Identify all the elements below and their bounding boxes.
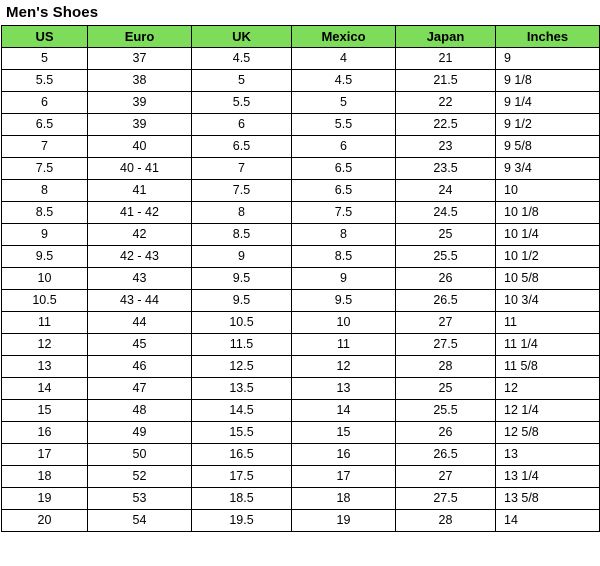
table-row <box>2 356 600 378</box>
cell-inches: 11 5/8 <box>496 356 600 378</box>
cell-uk: 8 <box>192 202 292 224</box>
table-row <box>2 378 600 400</box>
cell-japan: 27.5 <box>396 334 496 356</box>
cell-inches: 13 5/8 <box>496 488 600 510</box>
cell-uk: 6 <box>192 114 292 136</box>
column-header-uk: UK <box>192 26 292 48</box>
cell-uk: 9.5 <box>192 268 292 290</box>
cell-uk: 5.5 <box>192 92 292 114</box>
cell-euro: 37 <box>88 48 192 70</box>
table-row <box>2 70 600 92</box>
cell-japan: 28 <box>396 510 496 532</box>
cell-japan: 24.5 <box>396 202 496 224</box>
cell-euro: 45 <box>88 334 192 356</box>
table-row <box>2 334 600 356</box>
cell-mexico: 6 <box>292 136 396 158</box>
cell-us: 10 <box>2 268 88 290</box>
table-row <box>2 246 600 268</box>
page-title: Men's Shoes <box>6 4 99 21</box>
cell-inches: 13 1/4 <box>496 466 600 488</box>
column-header-mexico: Mexico <box>292 26 396 48</box>
cell-inches: 13 <box>496 444 600 466</box>
cell-mexico: 19 <box>292 510 396 532</box>
cell-euro: 41 - 42 <box>88 202 192 224</box>
cell-us: 16 <box>2 422 88 444</box>
cell-us: 9 <box>2 224 88 246</box>
cell-inches: 10 3/4 <box>496 290 600 312</box>
cell-inches: 10 1/2 <box>496 246 600 268</box>
cell-inches: 11 <box>496 312 600 334</box>
cell-inches: 10 1/8 <box>496 202 600 224</box>
cell-mexico: 8 <box>292 224 396 246</box>
cell-euro: 41 <box>88 180 192 202</box>
cell-us: 10.5 <box>2 290 88 312</box>
table-row <box>2 510 600 532</box>
cell-euro: 42 - 43 <box>88 246 192 268</box>
cell-euro: 39 <box>88 92 192 114</box>
cell-mexico: 9 <box>292 268 396 290</box>
cell-uk: 8.5 <box>192 224 292 246</box>
cell-uk: 15.5 <box>192 422 292 444</box>
cell-us: 5.5 <box>2 70 88 92</box>
cell-mexico: 11 <box>292 334 396 356</box>
cell-mexico: 12 <box>292 356 396 378</box>
cell-inches: 14 <box>496 510 600 532</box>
table-row <box>2 400 600 422</box>
cell-inches: 9 1/8 <box>496 70 600 92</box>
cell-japan: 28 <box>396 356 496 378</box>
column-header-inches: Inches <box>496 26 600 48</box>
cell-mexico: 5 <box>292 92 396 114</box>
cell-japan: 26 <box>396 268 496 290</box>
cell-mexico: 5.5 <box>292 114 396 136</box>
cell-japan: 26.5 <box>396 444 496 466</box>
cell-us: 8.5 <box>2 202 88 224</box>
cell-japan: 26.5 <box>396 290 496 312</box>
table-row <box>2 136 600 158</box>
table-row <box>2 114 600 136</box>
cell-us: 6.5 <box>2 114 88 136</box>
cell-mexico: 15 <box>292 422 396 444</box>
table-row <box>2 92 600 114</box>
cell-us: 20 <box>2 510 88 532</box>
cell-us: 9.5 <box>2 246 88 268</box>
cell-uk: 16.5 <box>192 444 292 466</box>
cell-mexico: 10 <box>292 312 396 334</box>
cell-japan: 22 <box>396 92 496 114</box>
cell-uk: 5 <box>192 70 292 92</box>
cell-japan: 27 <box>396 312 496 334</box>
table-row <box>2 158 600 180</box>
table-row <box>2 466 600 488</box>
cell-us: 5 <box>2 48 88 70</box>
cell-mexico: 14 <box>292 400 396 422</box>
cell-us: 11 <box>2 312 88 334</box>
cell-japan: 27.5 <box>396 488 496 510</box>
cell-mexico: 18 <box>292 488 396 510</box>
cell-euro: 40 - 41 <box>88 158 192 180</box>
cell-japan: 25 <box>396 378 496 400</box>
cell-uk: 18.5 <box>192 488 292 510</box>
table-row <box>2 268 600 290</box>
cell-uk: 9.5 <box>192 290 292 312</box>
cell-mexico: 4.5 <box>292 70 396 92</box>
cell-us: 12 <box>2 334 88 356</box>
cell-japan: 25.5 <box>396 400 496 422</box>
cell-uk: 13.5 <box>192 378 292 400</box>
cell-inches: 9 1/4 <box>496 92 600 114</box>
cell-inches: 9 1/2 <box>496 114 600 136</box>
cell-mexico: 13 <box>292 378 396 400</box>
cell-uk: 11.5 <box>192 334 292 356</box>
cell-us: 7.5 <box>2 158 88 180</box>
cell-japan: 26 <box>396 422 496 444</box>
cell-euro: 52 <box>88 466 192 488</box>
cell-us: 7 <box>2 136 88 158</box>
cell-mexico: 9.5 <box>292 290 396 312</box>
cell-us: 15 <box>2 400 88 422</box>
cell-uk: 7 <box>192 158 292 180</box>
table-row <box>2 444 600 466</box>
cell-uk: 12.5 <box>192 356 292 378</box>
cell-mexico: 16 <box>292 444 396 466</box>
cell-japan: 22.5 <box>396 114 496 136</box>
cell-inches: 12 <box>496 378 600 400</box>
table-row <box>2 202 600 224</box>
cell-us: 18 <box>2 466 88 488</box>
cell-us: 17 <box>2 444 88 466</box>
cell-us: 6 <box>2 92 88 114</box>
table-row <box>2 422 600 444</box>
cell-inches: 10 1/4 <box>496 224 600 246</box>
cell-inches: 12 5/8 <box>496 422 600 444</box>
table-header-row <box>2 26 600 48</box>
cell-japan: 21.5 <box>396 70 496 92</box>
cell-inches: 9 <box>496 48 600 70</box>
cell-mexico: 8.5 <box>292 246 396 268</box>
column-header-euro: Euro <box>88 26 192 48</box>
cell-euro: 44 <box>88 312 192 334</box>
cell-euro: 38 <box>88 70 192 92</box>
cell-japan: 25 <box>396 224 496 246</box>
cell-euro: 39 <box>88 114 192 136</box>
shoe-size-table <box>1 25 600 532</box>
table-row <box>2 488 600 510</box>
cell-japan: 21 <box>396 48 496 70</box>
cell-uk: 6.5 <box>192 136 292 158</box>
cell-inches: 9 5/8 <box>496 136 600 158</box>
cell-inches: 11 1/4 <box>496 334 600 356</box>
cell-euro: 42 <box>88 224 192 246</box>
cell-euro: 48 <box>88 400 192 422</box>
table-row <box>2 312 600 334</box>
cell-mexico: 7.5 <box>292 202 396 224</box>
cell-mexico: 6.5 <box>292 158 396 180</box>
cell-us: 8 <box>2 180 88 202</box>
table-header <box>2 26 600 48</box>
cell-us: 14 <box>2 378 88 400</box>
cell-euro: 46 <box>88 356 192 378</box>
cell-us: 19 <box>2 488 88 510</box>
cell-japan: 23 <box>396 136 496 158</box>
cell-japan: 25.5 <box>396 246 496 268</box>
table-row <box>2 290 600 312</box>
cell-uk: 17.5 <box>192 466 292 488</box>
cell-mexico: 17 <box>292 466 396 488</box>
table-body <box>2 48 600 532</box>
cell-uk: 14.5 <box>192 400 292 422</box>
cell-euro: 40 <box>88 136 192 158</box>
cell-euro: 54 <box>88 510 192 532</box>
cell-us: 13 <box>2 356 88 378</box>
cell-euro: 53 <box>88 488 192 510</box>
cell-uk: 7.5 <box>192 180 292 202</box>
column-header-japan: Japan <box>396 26 496 48</box>
cell-inches: 12 1/4 <box>496 400 600 422</box>
cell-euro: 43 <box>88 268 192 290</box>
cell-euro: 49 <box>88 422 192 444</box>
cell-mexico: 6.5 <box>292 180 396 202</box>
cell-uk: 19.5 <box>192 510 292 532</box>
cell-euro: 47 <box>88 378 192 400</box>
cell-japan: 27 <box>396 466 496 488</box>
cell-euro: 43 - 44 <box>88 290 192 312</box>
cell-inches: 10 <box>496 180 600 202</box>
cell-inches: 9 3/4 <box>496 158 600 180</box>
cell-inches: 10 5/8 <box>496 268 600 290</box>
cell-mexico: 4 <box>292 48 396 70</box>
cell-japan: 24 <box>396 180 496 202</box>
cell-uk: 9 <box>192 246 292 268</box>
table-row <box>2 48 600 70</box>
cell-uk: 4.5 <box>192 48 292 70</box>
cell-uk: 10.5 <box>192 312 292 334</box>
column-header-us: US <box>2 26 88 48</box>
cell-euro: 50 <box>88 444 192 466</box>
table-row <box>2 180 600 202</box>
table-row <box>2 224 600 246</box>
cell-japan: 23.5 <box>396 158 496 180</box>
